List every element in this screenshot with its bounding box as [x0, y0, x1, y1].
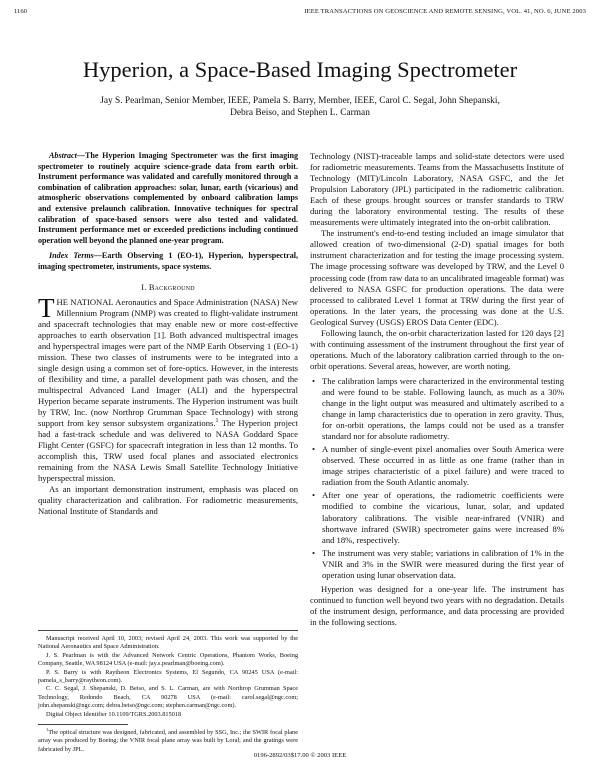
footnote-ref: 1	[215, 418, 219, 425]
page-number: 1160	[14, 8, 27, 15]
list-item	[312, 375, 564, 442]
index-terms-label: Index Terms—	[49, 251, 102, 261]
index-terms	[38, 251, 298, 272]
bullet-icon: •	[312, 490, 316, 501]
right-paragraph-3: Hyperion was designed for a one-year life. The instrument has continued to function well beyond two years with no degradation. Details of the instrument design, performance, and data processing are provided in the following sections.	[310, 583, 564, 627]
index-terms-text: Earth Observing 1 (EO-1), Hyperion, hyperspectral, imaging spectrometer, instruments, space systems.	[38, 251, 299, 271]
bullet-icon: •	[312, 444, 316, 455]
footnote-1-text: The optical structure was designed, fabricated, and assembled by SSG, Inc.; the SWIR focal plane array was produced by Boeing; the VNIR focal plane array was built by Loral; and the gratings were fabricated by JPL.	[38, 729, 298, 753]
right-paragraph-1: The instrument's end-to-end testing included an image simulator that allowed creation of two-dimensional (2-D) spatial images for both instrument characterization and for testing the image processing system. The image processing software was developed by TRW, and the Level 0 processing code (from raw data to an uncalibrated imageable format) was delivered to NASA GSFC for production operations. The data were processed to calibrated Level 1 format at TRW during the first year of operations. In the later years, the processing was done at the U.S. Geological Survey (USGS) EROS Data Center (EDC).	[310, 228, 564, 327]
list-item-text: After one year of operations, the radiometric coefficients were modified to combine the vicarious, lunar, solar, and updated laboratory calibrations. The visible near-infrared (VNIR) and shortwave infrared (SWIR) spectrometer gains were increased 8% and 18%, respectively.	[322, 490, 564, 545]
notes-list	[310, 376, 564, 581]
footnote-1-marker: 1	[46, 726, 49, 732]
abstract-label: Abstract—	[49, 151, 85, 160]
list-item	[312, 490, 564, 545]
copyright-footer: 0196-2892/03$17.00 © 2003 IEEE	[253, 752, 347, 759]
footnote-doi: Digital Object Identifier 10.1109/TGRS.2003.815018	[46, 710, 182, 718]
list-item	[312, 547, 564, 581]
author-line-1: Jay S. Pearlman, Senior Member, IEEE, Pamela S. Barry, Member, IEEE, Carol C. Segal, John Shepanski,	[100, 96, 500, 106]
abstract	[38, 151, 298, 246]
right-paragraph-0: Technology (NIST)-traceable lamps and solid-state detectors were used for radiometric measurements. Teams from the Massachusetts Institute of Technology (MIT)/Lincoln Laboratory, NASA GSFC, and the Jet Propulsion Laboratory (JPL) participated in the radiometric calibration. Each of these groups brought sources or transfer standards to TRW during the laboratory environmental testing. The results of these measurements were ultimately integrated into the on-orbit calibration.	[310, 151, 564, 228]
author-line-2: Debra Beiso, and Stephen L. Carman	[230, 108, 370, 119]
background-text-1-tail: The Hyperion project had a fast-track schedule and was delivered to NASA Goddard Space Flight Center (GSFC) for spacecraft integration in less than 12 months. To accomplish this, TRW used focal planes and associated electronics remaining from the NASA Lewis Small Satellite Technology Initiative hyperspectral mission.	[38, 418, 298, 484]
footnote-manuscript: Manuscript received April 10, 2003; revised April 24, 2003. This work was supported by the National Aeronautics and Space Administration.	[38, 635, 298, 651]
footnote-barry: P. S. Barry is with Raytheon Electronics Systems, El Segundo, CA 90245 USA (e-mail: pamela_s_barry@raytheon.com).	[38, 668, 298, 685]
footnotes	[38, 630, 298, 754]
section-heading: I. Background	[141, 282, 195, 292]
list-item-text: A number of single-event pixel anomalies over South America were observed. These occurred in as little as one frame (rather than in image stripes characteristic of a pixel failure) and were traced to radiation from the South Atlantic anomaly.	[322, 444, 564, 488]
footnote-rule	[38, 630, 298, 631]
bullet-icon: •	[312, 375, 316, 386]
list-item-text: The instrument was very stable; variations in calibration of 1% in the VNIR and 3% in the SWIR were measured during the first year of operation using lunar observation data.	[322, 547, 564, 580]
author-list	[50, 95, 550, 120]
right-paragraph-2: Following launch, the on-orbit characterization lasted for 120 days [2] with continuing assessment of the instrument throughout the first year of operations. Much of the laboratory calibration carried through to the on-orbit operations. Several areas, however, are worth noting.	[310, 327, 564, 371]
footnote-1	[38, 726, 298, 754]
bullet-icon: •	[312, 547, 316, 558]
drop-cap: T	[38, 292, 55, 323]
footnote-ngst: C. C. Segal, J. Shepanski, D. Beiso, and S. L. Carman, are with Northrop Grumman Space Technology, Redondo Beach, CA 90278 USA (e-mail: carol.segal@ngc.com; john.shepanski@ngc.com; debra.beiso@ngc.com; stephen.carman@ngc.com).	[38, 685, 298, 710]
list-item	[312, 444, 564, 488]
left-column	[38, 151, 298, 621]
background-text-1: HE NATIONAL Aeronautics and Space Administration (NASA) New Millennium Program (NMP) was created to flight-validate instrument and spacecraft technologies that may enable new or more cost-effective approaches to earth observation [1]. Both advanced multispectral images and hyperspectral images were part of the NMP Earth Observing 1 (EO-1) mission. These two classes of instruments were to be integrated into a single design using a common set of fore-optics. However, in the interests of flexibility and time, a parallel development path was chosen, and the multispectral Advanced Land Imager (ALI) and the hyperspectral Hyperion became separate instruments. The Hyperion instrument was built by TRW, Inc. (now Northrop Grumman Space Technology) with strong support from key sensor subsystem organizations.	[38, 296, 298, 429]
right-column	[310, 151, 564, 741]
footnote-pearlman: J. S. Pearlman is with the Advanced Network Centric Operations, Phantom Works, Boeing Company, Seattle, WA 98124 USA (e-mail: jay.s.pearlman@boeing.com).	[38, 651, 298, 668]
footnote-separator	[38, 724, 128, 725]
journal-header: IEEE TRANSACTIONS ON GEOSCIENCE AND REMOTE SENSING, VOL. 41, NO. 6, JUNE 2003	[304, 8, 586, 15]
paper-title: Hyperion, a Space-Based Imaging Spectrometer	[82, 57, 518, 82]
background-paragraph-1	[38, 292, 298, 485]
list-item-text: The calibration lamps were characterized in the environmental testing and were found to be stable. Following launch, as much as a 30% change in the light output was measured and ultimately ascribed to a change in lamp characteristics due to operation in zero gravity. Thus, for on-orbit operations, the lamps could not be used as a transfer standard nor for absolute radiometry.	[322, 375, 564, 442]
background-paragraph-2: As an important demonstration instrument, emphasis was placed on quality characterization and calibration. For radiometric measurements, National Institute of Standards and	[38, 484, 298, 517]
abstract-text: The Hyperion Imaging Spectrometer was the first imaging spectrometer to routinely acquire science-grade data from earth orbit. Instrument performance was validated and carefully monitored through a combination of calibration approaches: solar, lunar, earth (vicarious) and atmospheric observations complemented by onboard calibration lamps and extensive prelaunch calibration. Innovative techniques for spectral calibration of space-based sensors were also tested and validated. Instrument performance met or exceeded predictions including continued operation well beyond the planned one-year program.	[38, 151, 298, 245]
